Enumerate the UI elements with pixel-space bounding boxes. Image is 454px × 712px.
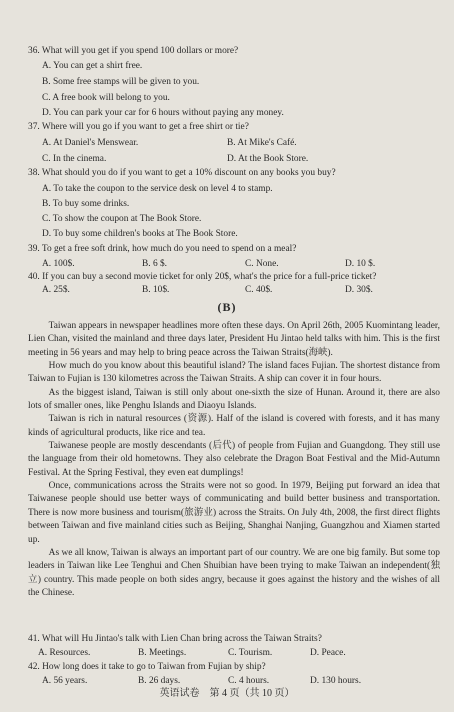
option-36c: C. A free book will belong to you. [42, 93, 170, 103]
section-b-title: (B) [217, 300, 237, 314]
reading-passage [28, 320, 440, 600]
option-37d: D. At the Book Store. [227, 154, 309, 164]
option-36d: D. You can park your car for 6 hours without paying any money. [42, 108, 284, 118]
question-42: 42. How long does it take to go to Taiwan from Fujian by ship? [28, 662, 266, 672]
option-38d: D. To buy some children's books at The Book Store. [42, 229, 238, 239]
option-38a: A. To take the coupon to the service desk on level 4 to stamp. [42, 184, 273, 194]
passage-paragraph: Taiwan is rich in natural resources (资源). Half of the island is covered with forests, and it has many kinds of agricultural products, like rice and tea. [28, 414, 440, 438]
option-41d: D. Peace. [310, 648, 346, 658]
passage-paragraph: Taiwan appears in newspaper headlines more often these days. On April 26th, 2005 Kuomintang leader, Lien Chan, visited the mainland and three days later, President Hu Jintao held talks with him. This is the first meeting in 56 years and may help to bring peace across the Taiwan Straits(海峡). [28, 321, 440, 358]
option-41c: C. Tourism. [228, 648, 273, 658]
passage-paragraph: Taiwanese people are mostly descendants (后代) of people from Fujian and Guangdong. They still use the language from their old hometowns. They also celebrate the Dragon Boat Festival and the Mid-Autumn Festival. At the Spring Festival, they even eat dumplings! [28, 441, 440, 478]
option-39a: A. 100$. [42, 259, 75, 269]
passage-paragraph: As we all know, Taiwan is always an important part of our country. We are one big family. But some top leaders in Taiwan like Lee Tenghui and Chen Shuibian have been trying to make Taiwan an independent(独立) country. This made people on both sides angry, because it goes against the history and the wishes of all the Chinese. [28, 547, 440, 598]
question-36: 36. What will you get if you spend 100 dollars or more? [28, 46, 239, 56]
page-footer: 英语试卷 第 4 页（共 10 页） [159, 688, 295, 699]
option-36b: B. Some free stamps will be given to you. [42, 77, 200, 87]
option-37c: C. In the cinema. [42, 154, 107, 164]
option-38c: C. To show the coupon at The Book Store. [42, 214, 202, 224]
passage-paragraph: As the biggest island, Taiwan is still only about one-sixth the size of Hunan. Around it, there are also lots of smaller ones, like Penghu Islands and Diaoyu Islands. [28, 387, 440, 412]
option-42d: D. 130 hours. [310, 676, 362, 686]
option-36a: A. You can get a shirt free. [42, 61, 143, 71]
option-38b: B. To buy some drinks. [42, 199, 130, 209]
option-39c: C. None. [245, 259, 279, 269]
option-37a: A. At Daniel's Menswear. [42, 138, 139, 148]
option-40b: B. 10$. [142, 285, 170, 295]
question-37: 37. Where will you go if you want to get a free shirt or tie? [28, 122, 249, 132]
question-40: 40. If you can buy a second movie ticket for only 20$, what's the price for a full-price ticket? [28, 272, 377, 282]
passage-paragraph: How much do you know about this beautiful island? The island faces Fujian. The shortest distance from Taiwan to Fujian is 130 kilometres across the Taiwan Straits. A ship can cover it in four hours. [28, 361, 440, 385]
question-38: 38. What should you do if you want to get a 10% discount on any books you buy? [28, 168, 336, 178]
option-39d: D. 10 $. [345, 259, 376, 269]
option-37b: B. At Mike's Café. [227, 138, 297, 148]
passage-paragraph: Once, communications across the Straits were not so good. In 1979, Beijing put forward an idea that Taiwanese people should use better ways of communicating and build better business and transportation. There is now more business and tourism(旅游业) across the Straits. On July 4th, 2008, the first direct flights between Taiwan and five mainland cities such as Beijing, Shanghai Nanjing, Guangzhou and Xiamen started up. [28, 481, 440, 545]
option-41a: A. Resources. [38, 648, 91, 658]
option-40d: D. 30$. [345, 285, 373, 295]
option-42a: A. 56 years. [42, 676, 88, 686]
question-39: 39. To get a free soft drink, how much do you need to spend on a meal? [28, 244, 297, 254]
option-41b: B. Meetings. [138, 648, 187, 658]
option-40c: C. 40$. [245, 285, 273, 295]
option-42b: B. 26 days. [138, 676, 181, 686]
option-39b: B. 6 $. [142, 259, 168, 269]
question-41: 41. What will Hu Jintao's talk with Lien Chan bring across the Taiwan Straits? [28, 634, 322, 644]
option-40a: A. 25$. [42, 285, 70, 295]
option-42c: C. 4 hours. [228, 676, 270, 686]
